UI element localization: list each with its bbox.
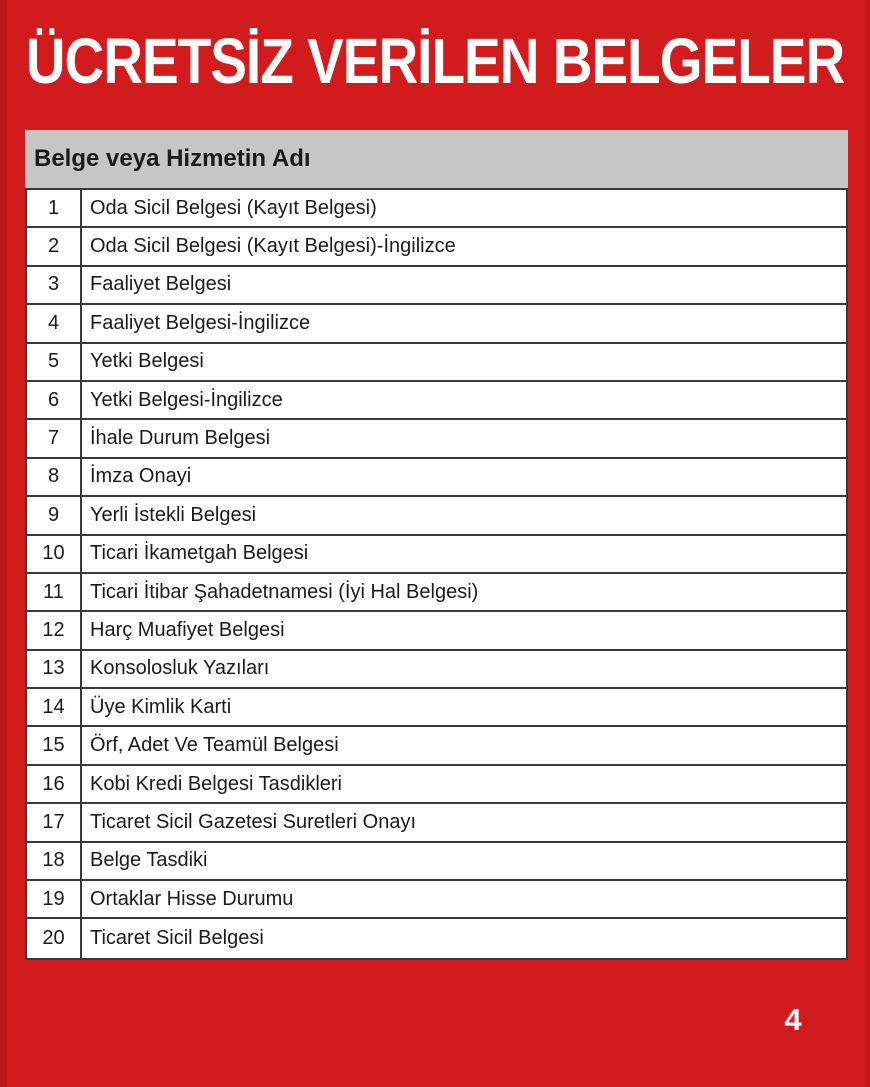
row-number: 14 (27, 689, 82, 725)
row-document-name: Konsolosluk Yazıları (90, 657, 270, 680)
row-number: 19 (27, 881, 82, 917)
row-document-name: Yetki Belgesi (90, 350, 204, 373)
table-row (27, 305, 846, 343)
row-number: 5 (27, 344, 82, 380)
row-number: 9 (27, 497, 82, 533)
row-document-name: İhale Durum Belgesi (90, 427, 271, 450)
table-row (27, 919, 846, 957)
row-document-name: Ticari İkametgah Belgesi (90, 542, 309, 565)
row-number: 6 (27, 382, 82, 418)
table-header-row (25, 130, 848, 188)
table-row (27, 727, 846, 765)
row-document-name: Harç Muafiyet Belgesi (90, 618, 285, 641)
row-number: 20 (27, 919, 82, 957)
page-number: 4 (784, 1002, 802, 1037)
row-number: 1 (27, 190, 82, 226)
table-row (27, 881, 846, 919)
table-row (27, 689, 846, 727)
table-row (27, 459, 846, 497)
table-row (27, 574, 846, 612)
row-number: 12 (27, 612, 82, 648)
row-number: 7 (27, 420, 82, 456)
row-document-name: Üye Kimlik Karti (90, 695, 232, 718)
page-title: ÜCRETSİZ VERİLEN BELGELER (25, 25, 845, 98)
table-row (27, 344, 846, 382)
row-number: 16 (27, 766, 82, 802)
row-number: 15 (27, 727, 82, 763)
table-body (25, 188, 848, 960)
row-document-name: Oda Sicil Belgesi (Kayıt Belgesi)-İngilizce (90, 235, 456, 258)
table-row (27, 228, 846, 266)
row-number: 13 (27, 651, 82, 687)
row-number: 11 (27, 574, 82, 610)
row-number: 17 (27, 804, 82, 840)
table-row (27, 267, 846, 305)
row-document-name: Ticaret Sicil Belgesi (90, 927, 264, 950)
row-number: 2 (27, 228, 82, 264)
row-document-name: Yerli İstekli Belgesi (90, 503, 257, 526)
table-row (27, 497, 846, 535)
row-document-name: Faaliyet Belgesi-İngilizce (90, 311, 311, 334)
table-row (27, 612, 846, 650)
table-row (27, 420, 846, 458)
table-header-label: Belge veya Hizmetin Adı (34, 145, 311, 172)
table-row (27, 536, 846, 574)
row-document-name: Yetki Belgesi-İngilizce (90, 388, 283, 411)
table-row (27, 382, 846, 420)
row-document-name: Kobi Kredi Belgesi Tasdikleri (90, 772, 342, 795)
documents-table (25, 130, 848, 960)
row-number: 3 (27, 267, 82, 303)
row-document-name: Belge Tasdiki (90, 849, 208, 872)
table-row (27, 804, 846, 842)
row-number: 8 (27, 459, 82, 495)
row-number: 10 (27, 536, 82, 572)
row-document-name: Oda Sicil Belgesi (Kayıt Belgesi) (90, 196, 377, 219)
row-document-name: İmza Onayi (90, 465, 192, 488)
table-row (27, 651, 846, 689)
row-document-name: Ticaret Sicil Gazetesi Suretleri Onayı (90, 810, 417, 833)
row-document-name: Ortaklar Hisse Durumu (90, 887, 294, 910)
table-row (27, 190, 846, 228)
row-document-name: Ticari İtibar Şahadetnamesi (İyi Hal Belgesi) (90, 580, 479, 603)
table-row (27, 766, 846, 804)
row-number: 18 (27, 843, 82, 879)
row-number: 4 (27, 305, 82, 341)
row-document-name: Örf, Adet Ve Teamül Belgesi (90, 734, 339, 757)
row-document-name: Faaliyet Belgesi (90, 273, 232, 296)
table-row (27, 843, 846, 881)
